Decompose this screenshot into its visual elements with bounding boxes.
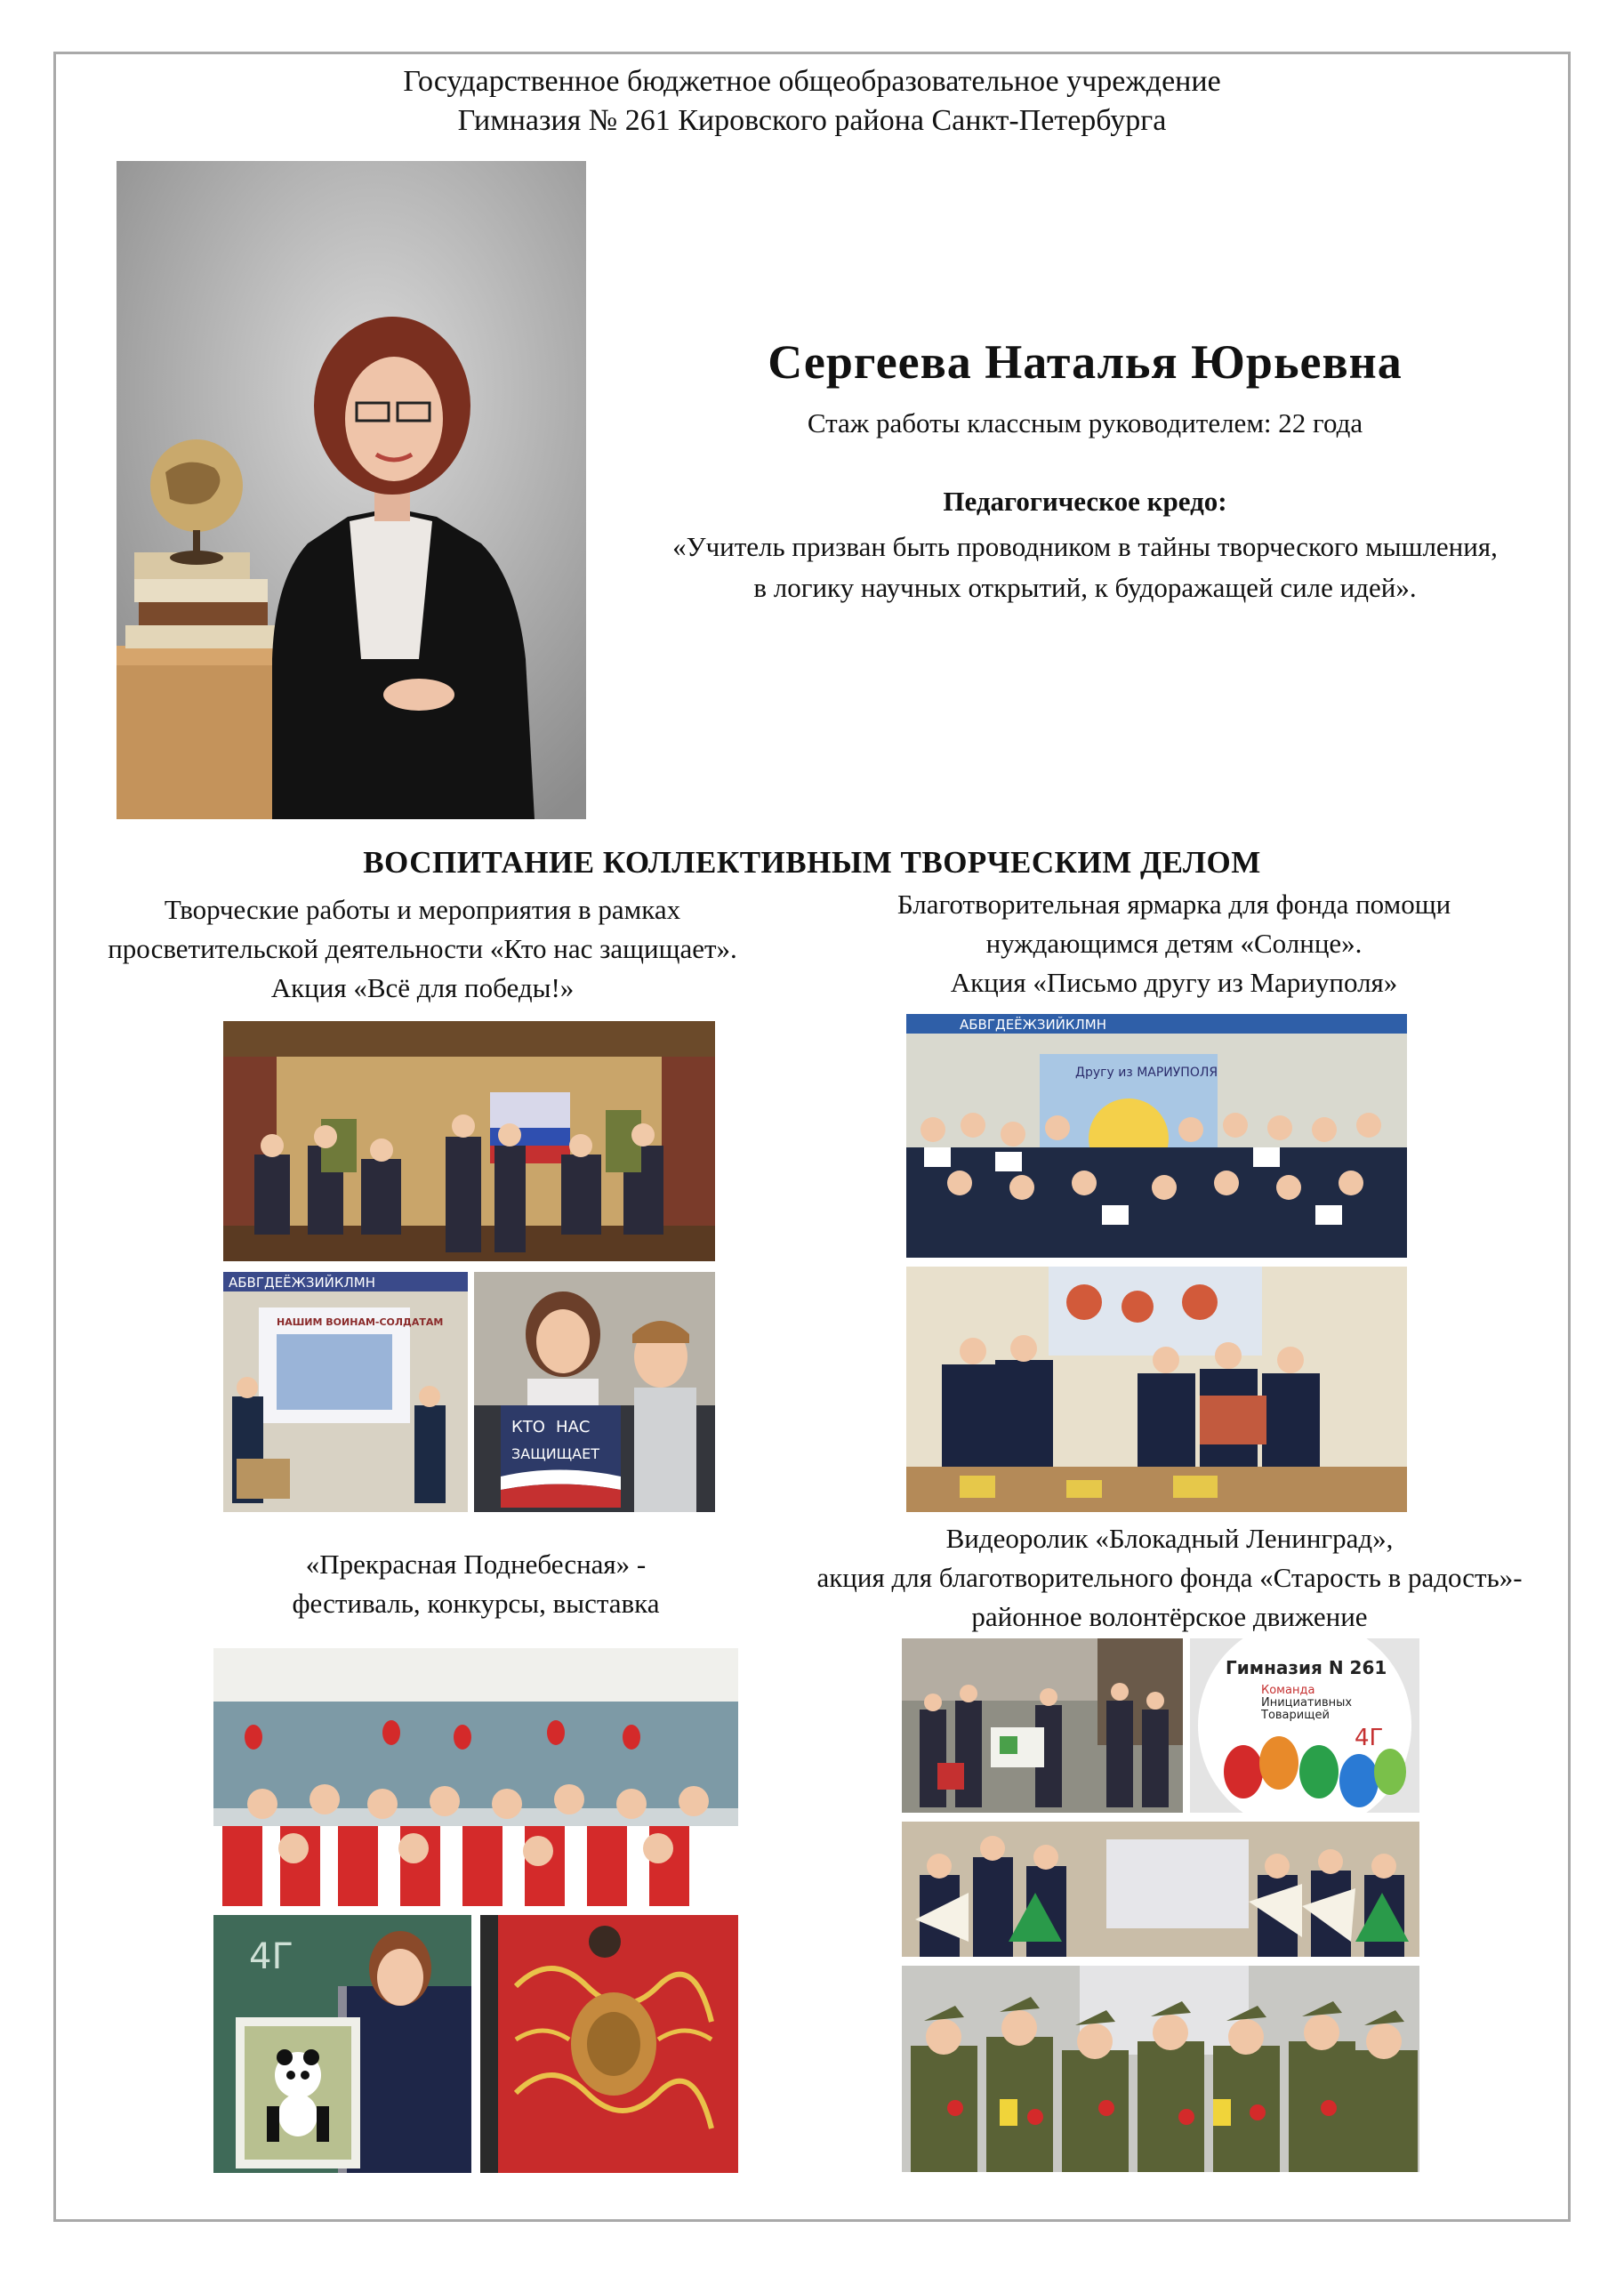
school-header-line2: Гимназия № 261 Кировского района Санкт-Петербурга bbox=[457, 104, 1167, 137]
section-title: ВОСПИТАНИЕ КОЛЛЕКТИВНЫМ ТВОРЧЕСКИМ ДЕЛОМ bbox=[363, 845, 1261, 880]
caption-tr-line3: Акция «Письмо другу из Мариуполя» bbox=[950, 967, 1398, 998]
caption-tl-line1: Творческие работы и мероприятия в рамках bbox=[164, 894, 681, 925]
teacher-name: Сергеева Наталья Юрьевна bbox=[768, 335, 1403, 389]
badge-team-line1: Команда bbox=[1261, 1684, 1315, 1697]
caption-top-left bbox=[98, 890, 747, 1008]
caption-br-line1: Видеоролик «Блокадный Ленинград», bbox=[945, 1523, 1394, 1554]
badge-school-text: Гимназия N 261 bbox=[1226, 1657, 1387, 1678]
sign-line1: КТО bbox=[511, 1418, 545, 1436]
soldiers-banner-text: НАШИМ ВОИНАМ-СОЛДАТАМ bbox=[277, 1316, 444, 1328]
photo-volunteers-outdoor bbox=[902, 1638, 1183, 1813]
sign-line3: ЗАЩИЩАЕТ bbox=[511, 1445, 599, 1462]
credo-line2: в логику научных открытий, к будоражащей силе идей». bbox=[753, 572, 1417, 603]
caption-tl-line3: Акция «Всё для победы!» bbox=[270, 972, 575, 1003]
photo-kto-nas-zashishaet bbox=[474, 1272, 715, 1512]
school-header-line1: Государственное бюджетное общеобразовательное учреждение bbox=[403, 65, 1221, 98]
caption-bottom-right bbox=[747, 1519, 1592, 1637]
alphabet-strip-text-2: АБВГДЕЁЖЗИЙКЛМН bbox=[960, 1017, 1107, 1033]
caption-tr-line2: нуждающимся детям «Солнце». bbox=[985, 928, 1363, 959]
board-text: 4Г bbox=[249, 1936, 293, 1977]
caption-bl-line1: «Прекрасная Поднебесная» - bbox=[305, 1549, 647, 1580]
photo-stage-performance bbox=[223, 1021, 715, 1261]
badge-team-line3: Товарищей bbox=[1261, 1709, 1330, 1722]
caption-br-line3: районное волонтёрское движение bbox=[971, 1601, 1368, 1632]
sign-line2: НАС bbox=[556, 1418, 591, 1436]
photo-craft-trees bbox=[902, 1822, 1419, 1957]
credo-title: Педагогическое кредо: bbox=[943, 486, 1227, 517]
photo-panda-drawing bbox=[213, 1915, 471, 2173]
mariupol-banner-text: Другу из МАРИУПОЛЯ bbox=[1075, 1066, 1218, 1080]
caption-top-right bbox=[818, 885, 1530, 1002]
photo-dragon-craft bbox=[480, 1915, 738, 2173]
teacher-portrait bbox=[117, 161, 586, 819]
alphabet-strip-text: АБВГДЕЁЖЗИЙКЛМН bbox=[229, 1275, 376, 1291]
credo-text bbox=[587, 527, 1583, 608]
photo-charity-fair bbox=[906, 1267, 1407, 1512]
badge-team-line2: Инициативных bbox=[1261, 1696, 1353, 1710]
credo-line1: «Учитель призван быть проводником в тайны творческого мышления, bbox=[672, 531, 1498, 562]
photo-soldiers-presentation bbox=[223, 1272, 468, 1512]
photo-mariupol-letters bbox=[906, 1014, 1407, 1258]
photo-blockade-video bbox=[902, 1966, 1419, 2172]
badge-class-text: 4Г bbox=[1355, 1725, 1384, 1751]
caption-br-line2: акция для благотворительного фонда «Старость в радость»- bbox=[816, 1562, 1523, 1593]
school-header bbox=[53, 62, 1571, 141]
caption-bl-line2: фестиваль, конкурсы, выставка bbox=[292, 1588, 660, 1619]
photo-team-badge bbox=[1190, 1638, 1419, 1813]
teacher-info bbox=[587, 331, 1583, 608]
caption-tr-line1: Благотворительная ярмарка для фонда помощи bbox=[896, 889, 1451, 920]
teacher-experience: Стаж работы классным руководителем: 22 года bbox=[807, 407, 1363, 439]
photo-chinese-festival-group bbox=[213, 1648, 738, 1906]
caption-tl-line2: просветительской деятельности «Кто нас защищает». bbox=[108, 933, 737, 964]
caption-bottom-left bbox=[213, 1545, 738, 1623]
